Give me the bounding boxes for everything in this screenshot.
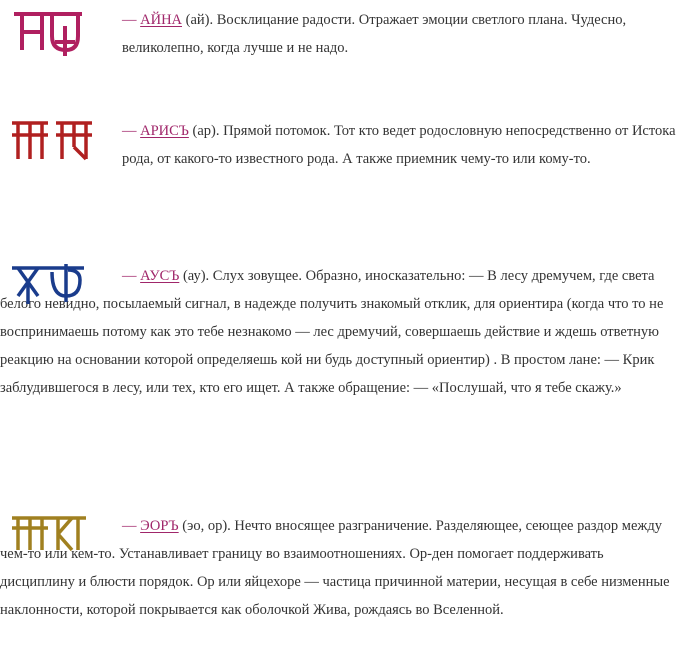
entry-transcription: (эо, ор) bbox=[182, 518, 228, 534]
entry-term[interactable]: АЙНА bbox=[140, 12, 183, 28]
entry-dash: — bbox=[122, 12, 137, 28]
entry-transcription: (ар) bbox=[192, 123, 216, 139]
entry-body: . Слух зовущее. Образно, иносказательно: — В лесу дремучем, где света белого невидно, посылаемый сигнал, в надежде получить знакомый отклик, для ориентира (когда что то не воспринимаешь потому как это тебе незнакомо — лес дремучий, совершаешь действие и ждешь ответную реакцию на основании которой определяешь кой ни будь доступный ориентир) . В простом лане: — Крик заблудившегося в лесу, или тех, кто его ищет. А также обращение: — «Послушай, что я тебе скажу.» bbox=[0, 268, 664, 396]
rune-eor-icon bbox=[8, 512, 94, 554]
entry-dash: — bbox=[122, 123, 137, 139]
entry-term[interactable]: АУСЪ bbox=[140, 268, 180, 284]
rune-ajna-icon bbox=[8, 6, 94, 56]
entry-term[interactable]: ЭОРЪ bbox=[140, 518, 179, 534]
dictionary-entry bbox=[0, 6, 678, 62]
dictionary-entry bbox=[0, 117, 678, 173]
entry-text bbox=[0, 117, 678, 173]
rune-aris-icon bbox=[8, 117, 94, 163]
entry-body: . Прямой потомок. Тот кто ведет родословную непосредственно от Истока рода, от какого-то известного рода. А также приемник чему-то или кому-то. bbox=[122, 123, 676, 167]
entry-body: . Нечто вносящее разграничение. Разделяющее, сеющее раздор между чем-то или кем-то. Устанавливает границу во взаимоотношениях. Ор-ден помогает поддерживать дисциплину и блюсти порядок. Ор или яйцехоре — частица причинной материи, несущая в себе низменные наклонности, которой покрывается как оболочкой Жива, рождаясь во Вселенной. bbox=[0, 518, 670, 618]
entry-transcription: (ай) bbox=[185, 12, 210, 28]
entry-transcription: (ау) bbox=[182, 268, 206, 284]
rune-aus-icon bbox=[8, 262, 94, 306]
entry-text bbox=[0, 6, 678, 62]
entry-text bbox=[0, 512, 678, 624]
entry-text bbox=[0, 262, 678, 402]
entry-body: . Восклицание радости. Отражает эмоции светлого плана. Чудесно, великолепно, когда лучше и не надо. bbox=[122, 12, 627, 56]
entry-dash: — bbox=[122, 268, 137, 284]
dictionary-entry bbox=[0, 262, 678, 402]
entry-dash: — bbox=[122, 518, 137, 534]
entry-term[interactable]: АРИСЪ bbox=[140, 123, 189, 139]
dictionary-entry bbox=[0, 512, 678, 624]
